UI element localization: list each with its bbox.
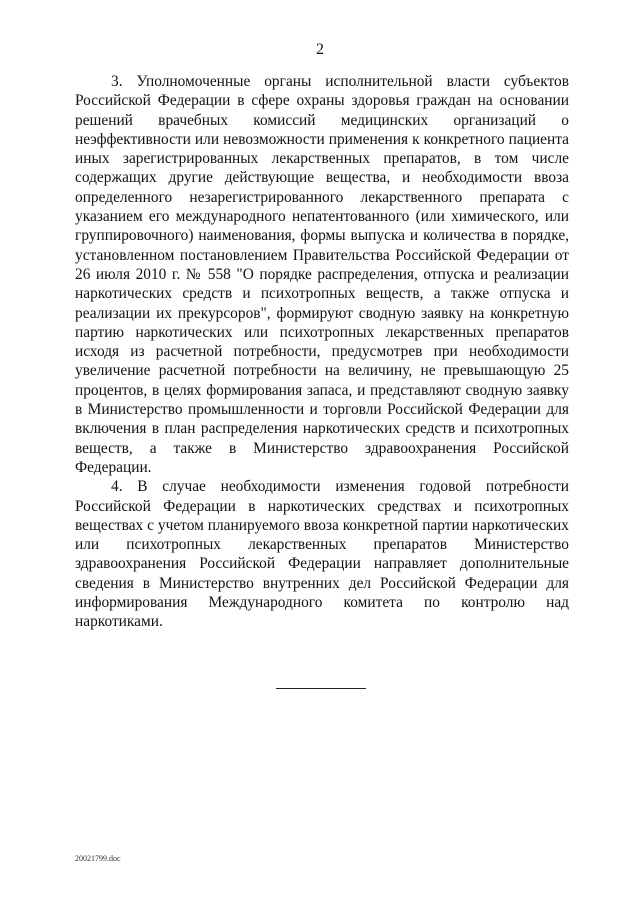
paragraph-4: 4. В случае необходимости изменения годовой потребности Российской Федерации в наркотических средствах и психотропных веществах с учетом планируемого ввоза конкретной партии наркотических или психотропных лекарственных препаратов Министерство здравоохранения Российской Федерации направляет дополнительные сведения в Министерство внутренних дел Российской Федерации для информирования Международного комитета по контролю над наркотиками. [75,478,569,631]
page-number: 2 [316,41,324,58]
end-separator-line [276,688,366,689]
paragraph-3: 3. Уполномоченные органы исполнительной власти субъектов Российской Федерации в сфере охраны здоровья граждан на основании решений врачебных комиссий медицинских организаций о неэффективности или невозможности применения к конкретного пациента иных зарегистрированных лекарственных препаратов, в том числе содержащих другие действующие вещества, и необходимости ввоза определенного незарегистрированного лекарственного препарата с указанием его международного непатентованного (или химического, или группировочного) наименования, формы выпуска и количества в порядке, установленном постановлением Правительства Российской Федерации от 26 июля 2010 г. № 558 "О порядке распределения, отпуска и реализации наркотических средств и психотропных веществ, а также отпуска и реализации их прекурсоров", формируют сводную заявку на конкретную партию наркотических или психотропных лекарственных препаратов исходя из расчетной потребности, предусмотрев при необходимости увеличение расчетной потребности на величину, не превышающую 25 процентов, в целях формирования запаса, и представляют сводную заявку в Министерство промышленности и торговли Российской Федерации для включения в план распределения наркотических средств и психотропных веществ, а также в Министерство здравоохранения Российской Федерации. [75,73,569,476]
file-code-footer: 20021799.doc [75,854,121,863]
document-body [75,72,569,632]
